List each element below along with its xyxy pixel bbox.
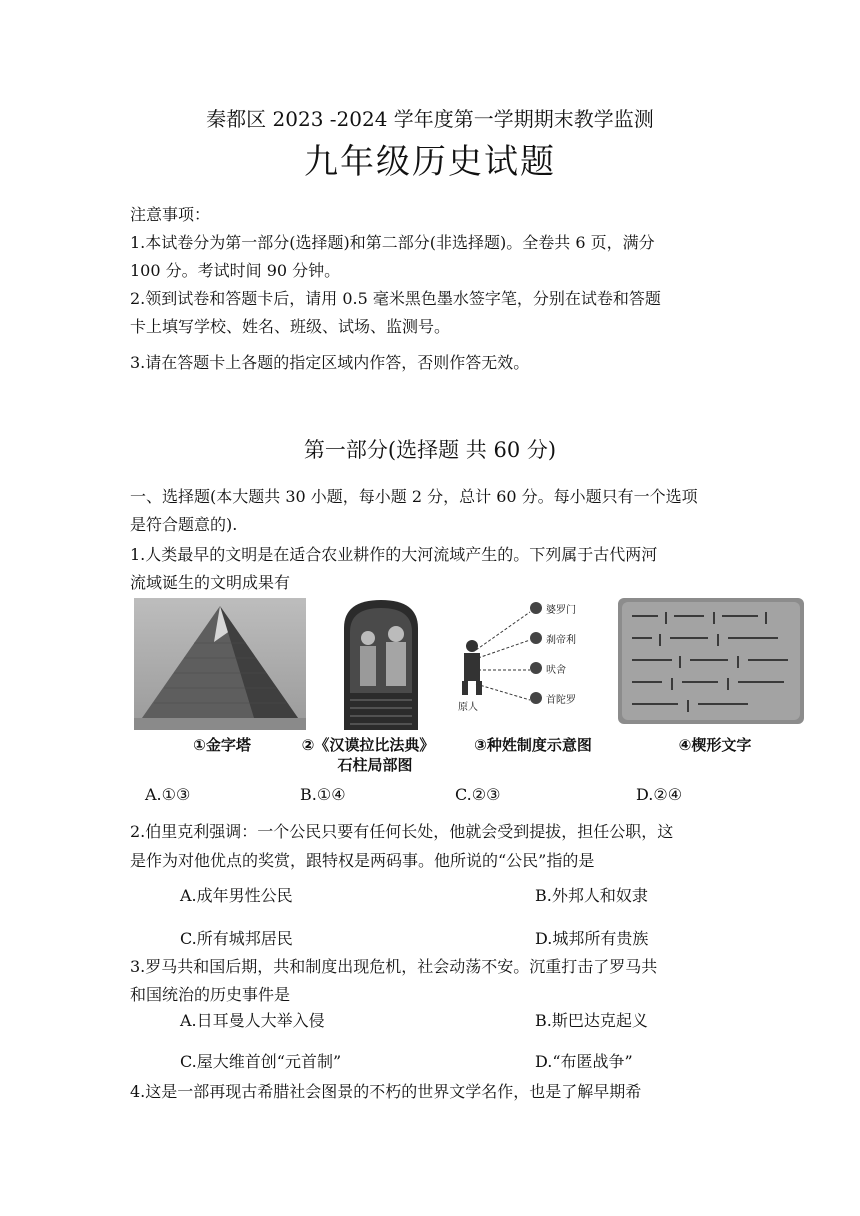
figure-caption: ③种姓制度示意图 bbox=[474, 736, 592, 754]
option-d: D.城邦所有贵族 bbox=[535, 929, 649, 948]
option-a: A.成年男性公民 bbox=[180, 886, 293, 905]
section-intro: 一、选择题(本大题共 30 小题，每小题 2 分，总计 60 分。每小题只有一个选项 bbox=[130, 487, 698, 506]
section-intro: 是符合题意的). bbox=[130, 515, 238, 534]
cuneiform-image bbox=[618, 598, 804, 724]
caste-label: 原人 bbox=[458, 702, 478, 713]
pyramid-image bbox=[134, 598, 306, 730]
figure-caption: ②《汉谟拉比法典》 bbox=[301, 736, 435, 754]
exam-title: 九年级历史试题 bbox=[304, 142, 556, 182]
caste-label: 刹帝利 bbox=[546, 635, 576, 646]
notice-line: 2.领到试卷和答题卡后，请用 0.5 毫米黑色墨水签字笔，分别在试卷和答题 bbox=[130, 289, 661, 308]
section-title: 第一部分(选择题 共 60 分) bbox=[303, 438, 557, 462]
option-d: D.②④ bbox=[636, 785, 683, 804]
figure-caption: 石柱局部图 bbox=[337, 756, 413, 774]
question-stem: 和国统治的历史事件是 bbox=[130, 985, 291, 1004]
question-stem: 流域诞生的文明成果有 bbox=[130, 573, 291, 592]
notice-line: 100 分。考试时间 90 分钟。 bbox=[130, 261, 341, 280]
question-stem: 3.罗马共和国后期，共和制度出现危机，社会动荡不安。沉重打击了罗马共 bbox=[130, 957, 658, 976]
option-b: B.斯巴达克起义 bbox=[535, 1011, 648, 1030]
option-c: C.②③ bbox=[455, 785, 501, 804]
option-c: C.所有城邦居民 bbox=[180, 929, 293, 948]
caste-label: 婆罗门 bbox=[546, 605, 576, 616]
option-b: B.①④ bbox=[300, 785, 346, 804]
figure-caption: ①金字塔 bbox=[193, 736, 251, 754]
notice-line: 1.本试卷分为第一部分(选择题)和第二部分(非选择题)。全卷共 6 页，满分 bbox=[130, 233, 655, 252]
notice-heading: 注意事项： bbox=[130, 205, 211, 224]
exam-subtitle: 秦都区 2023 -2024 学年度第一学期期末教学监测 bbox=[206, 107, 654, 131]
option-a: A.日耳曼人大举入侵 bbox=[180, 1011, 325, 1030]
caste-label: 吠舍 bbox=[546, 665, 566, 676]
notice-line: 卡上填写学校、姓名、班级、试场、监测号。 bbox=[130, 317, 451, 336]
hammurabi-stele-image bbox=[340, 598, 422, 730]
question-stem: 2.伯里克利强调：一个公民只要有任何长处，他就会受到提拔，担任公职，这 bbox=[130, 822, 674, 841]
option-c: C.屋大维首创“元首制” bbox=[180, 1052, 342, 1071]
caste-system-diagram bbox=[450, 598, 590, 730]
option-d: D.“布匿战争” bbox=[535, 1052, 633, 1071]
question-stem: 是作为对他优点的奖赏，跟特权是两码事。他所说的“公民”指的是 bbox=[130, 851, 595, 870]
question-stem: 4.这是一部再现古希腊社会图景的不朽的世界文学名作，也是了解早期希 bbox=[130, 1082, 642, 1101]
caste-label: 首陀罗 bbox=[546, 695, 576, 706]
option-a: A.①③ bbox=[145, 785, 191, 804]
figure-caption: ④楔形文字 bbox=[678, 736, 752, 754]
notice-line: 3.请在答题卡上各题的指定区域内作答，否则作答无效。 bbox=[130, 353, 530, 372]
question-stem: 1.人类最早的文明是在适合农业耕作的大河流域产生的。下列属于古代两河 bbox=[130, 545, 658, 564]
option-b: B.外邦人和奴隶 bbox=[535, 886, 648, 905]
